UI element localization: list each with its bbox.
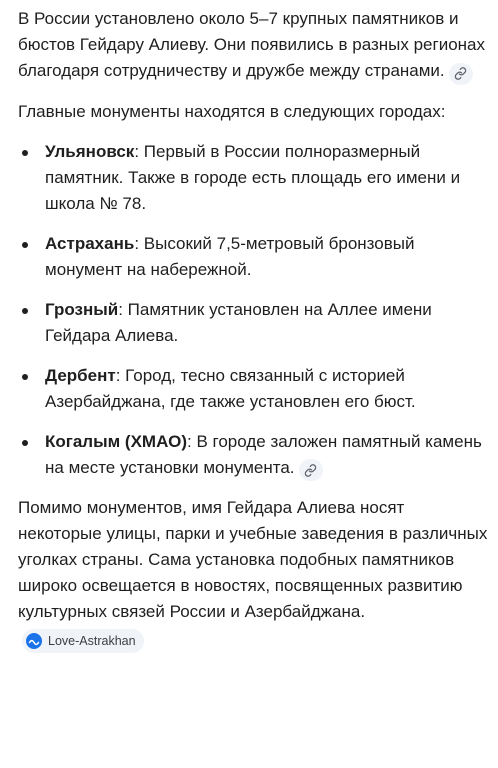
intro-paragraph	[18, 6, 490, 85]
citation-link-chip[interactable]	[299, 459, 323, 481]
lead-paragraph	[18, 99, 490, 125]
source-wave-icon	[26, 633, 42, 649]
city-name: Астрахань	[45, 233, 135, 253]
link-icon	[454, 67, 467, 80]
list-item	[18, 363, 490, 415]
cities-list	[18, 139, 490, 482]
city-name: Ульяновск	[45, 141, 135, 161]
citation-link-chip[interactable]	[449, 63, 473, 85]
intro-text: В России установлено около 5–7 крупных памятников и бюстов Гейдару Алиеву. Они появились в разных регионах благодаря сотрудничеству и дружбе между странами.	[18, 9, 486, 80]
list-item	[18, 139, 490, 217]
list-item	[18, 429, 490, 482]
city-name: Грозный	[45, 299, 119, 319]
city-description: : Город, тесно связанный с историей Азербайджана, где также установлен его бюст.	[45, 365, 416, 411]
lead-text: Главные монументы находятся в следующих городах:	[18, 101, 446, 121]
closing-text: Помимо монументов, имя Гейдара Алиева носят некоторые улицы, парки и учебные заведения в различных уголках страны. Сама установка подобных памятников широко освещается в новостях, посвященных развитию культурных связей России и Азербайджана.	[18, 498, 488, 621]
list-item	[18, 231, 490, 283]
city-description: : Высокий 7,5-метровый бронзовый монумент на набережной.	[45, 233, 415, 279]
city-name: Дербент	[45, 365, 116, 385]
list-item	[18, 297, 490, 349]
city-description: : В городе заложен памятный камень на месте установки монумента.	[45, 431, 482, 477]
closing-paragraph	[18, 495, 490, 653]
answer-content	[18, 6, 490, 667]
source-chip[interactable]	[22, 629, 144, 653]
city-description: : Памятник установлен на Аллее имени Гейдара Алиева.	[45, 299, 432, 345]
link-icon	[304, 464, 317, 477]
city-description: : Первый в России полноразмерный памятник. Также в городе есть площадь его имени и школа № 78.	[45, 141, 461, 213]
city-name: Когалым (ХМАО)	[45, 431, 188, 451]
source-label: Love-Astrakhan	[48, 634, 136, 648]
